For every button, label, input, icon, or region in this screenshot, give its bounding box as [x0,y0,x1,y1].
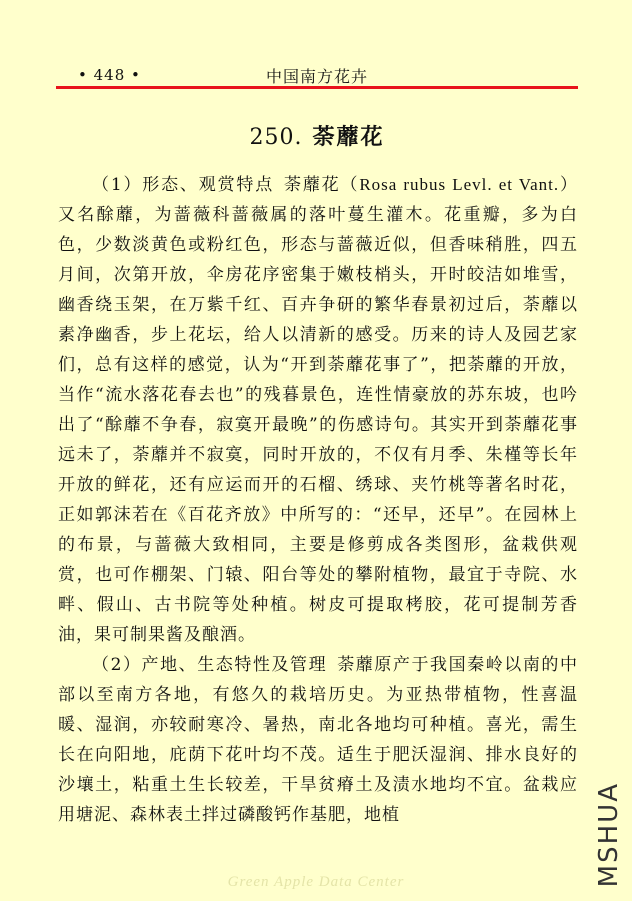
paragraph-habitat [58,650,578,830]
page-number: • 448 • [78,66,141,84]
paragraph-morphology [58,170,578,650]
plant-name: 荼蘼花 [284,175,341,195]
side-mark: MSHUA [594,781,624,887]
latin-name: （Rosa rubus Levl. et Vant.） [340,175,578,194]
section-name: 荼蘼花 [312,124,385,150]
paragraph-text: 荼蘼原产于我国秦岭以南的中部以至南方各地，有悠久的栽培历史。为亚热带植物，性喜温暖、湿润，亦较耐寒冷、暑热，南北各地均可种植。喜光，需生长在向阳地，庇荫下花叶均不茂。适生于肥沃湿润、排水良好的沙壤土，粘重土生长较差，干旱贫瘠土及渍水地均不宜。盆栽应用塘泥、森林表土拌过磷酸钙作基肥，地植 [58,655,578,825]
book-title: 中国南方花卉 [265,67,368,86]
watermark: Green Apple Data Center [227,874,405,890]
section-number: 250. [249,125,303,150]
body-text [58,170,578,830]
running-header [56,64,578,86]
paragraph-text: 又名酴蘼，为蔷薇科蔷薇属的落叶蔓生灌木。花重瓣，多为白色，少数淡黄色或粉红色，形态与蔷薇近似，但香味稍胜，四五月间，次第开放，伞房花序密集于嫩枝梢头，开时皎洁如堆雪，幽香绕玉架，在万紫千红、百卉争研的繁华春景初过后，荼蘼以素净幽香，步上花坛，给人以清新的感受。历来的诗人及园艺家们，总有这样的感觉，认为“开到荼蘼花事了”，把荼蘼的开放，当作“流水落花春去也”的残暮景色，连性情豪放的苏东坡，也吟出了“酴蘼不争春，寂寞开最晚”的伤感诗句。其实开到荼蘼花事远未了，荼蘼并不寂寞，同时开放的，不仅有月季、朱槿等长年开放的鲜花，还有应运而开的石榴、绣球、夹竹桃等著名时花，正如郭沫若在《百花齐放》中所写的：“还早，还早”。在园林上的布景，与蔷薇大致相同，主要是修剪成各类图形，盆栽供观赏，也可作棚架、门辕、阳台等处的攀附植物，最宜于寺院、水畔、假山、古书院等处种植。树皮可提取栲胶，花可提制芳香油，果可制果酱及酿酒。 [58,205,578,645]
header-rule [56,86,578,89]
section-title [56,120,578,151]
paragraph-heading: （2）产地、生态特性及管理 [92,655,328,675]
paragraph-heading: （1）形态、观赏特点 [92,175,275,195]
